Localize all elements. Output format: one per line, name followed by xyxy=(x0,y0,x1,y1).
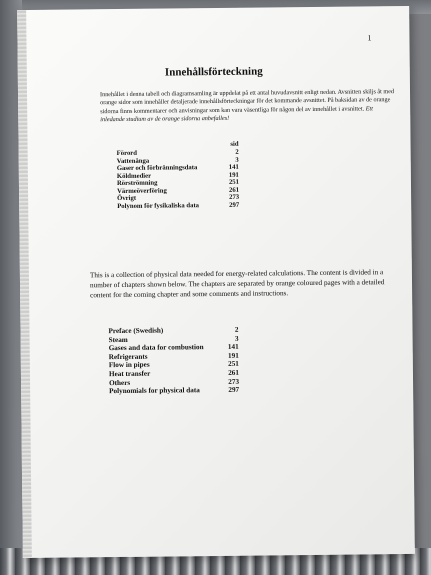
toc-page: 273 xyxy=(229,193,240,201)
toc-label: Others xyxy=(109,378,131,387)
toc-label: Vattenånga xyxy=(116,157,150,165)
toc-page: 141 xyxy=(227,342,239,352)
toc-label: Refrigerants xyxy=(108,352,148,361)
toc-page: 261 xyxy=(228,368,239,377)
page-number: 1 xyxy=(367,33,372,43)
toc-page: 141 xyxy=(228,163,239,171)
toc-page: 251 xyxy=(228,360,239,369)
intro-swedish xyxy=(100,88,396,125)
toc-label: Flow in pipes xyxy=(108,361,150,370)
toc-page: 191 xyxy=(227,351,239,360)
toc-page: 297 xyxy=(229,201,240,209)
toc-label: Steam xyxy=(108,335,128,344)
toc-page-header: sid xyxy=(230,140,239,148)
toc-label: Polynom för fysikaliska data xyxy=(117,201,200,210)
intro-english: This is a collection of physical data needed for energy-related calculations. The content is divided in a number of chapters shown below. The chapters are separated by orange coloured pages with a detailed content for the coming chapter and some comments and instructions. xyxy=(89,268,385,300)
page-title: Innehållsförteckning xyxy=(164,65,263,79)
toc-label: Förord xyxy=(116,149,137,158)
document-page xyxy=(17,6,415,558)
toc-page: 297 xyxy=(228,385,240,395)
toc-page: 191 xyxy=(228,171,239,179)
toc-page: 273 xyxy=(228,377,240,386)
toc-page: 2 xyxy=(234,325,239,334)
toc-label: Rörströmning xyxy=(116,179,158,188)
toc-label: Gaser och förbränningsdata xyxy=(116,164,198,173)
toc-row xyxy=(109,386,239,396)
toc-row xyxy=(117,201,239,210)
toc-label: Gases and data for combustion xyxy=(108,343,204,353)
toc-english xyxy=(108,326,239,396)
intro-swedish-emphasis: Ett inledande studium av de orange sidorna anbefalles! xyxy=(100,105,373,124)
toc-page: 261 xyxy=(228,186,240,194)
toc-page: 3 xyxy=(234,334,239,343)
toc-label: Polynomials for physical data xyxy=(109,386,200,396)
toc-page: 251 xyxy=(228,178,239,186)
toc-page: 2 xyxy=(235,148,239,156)
toc-label: Heat transfer xyxy=(108,369,151,379)
toc-page: 3 xyxy=(235,156,239,164)
toc-label: Värmeöverföring xyxy=(117,187,167,195)
toc-swedish xyxy=(117,141,240,210)
toc-label: Övrigt xyxy=(117,194,137,203)
toc-label: Köldmedier xyxy=(116,172,152,180)
toc-label: Preface (Swedish) xyxy=(108,326,164,336)
intro-swedish-text: Innehållet i denna tabell och diagramsamling är uppdelat på ett antal huvudavsnitt enligt nedan. Avsnitten skiljs åt med orange sidor som innehåller detaljerade innehållsförteckningar för det kommande avsnittet. På baksidan av de orange sidorna finns kommentarer och anvisningar som kan vara väsentliga för någon del av innehållet i avsnittet. xyxy=(99,88,395,115)
